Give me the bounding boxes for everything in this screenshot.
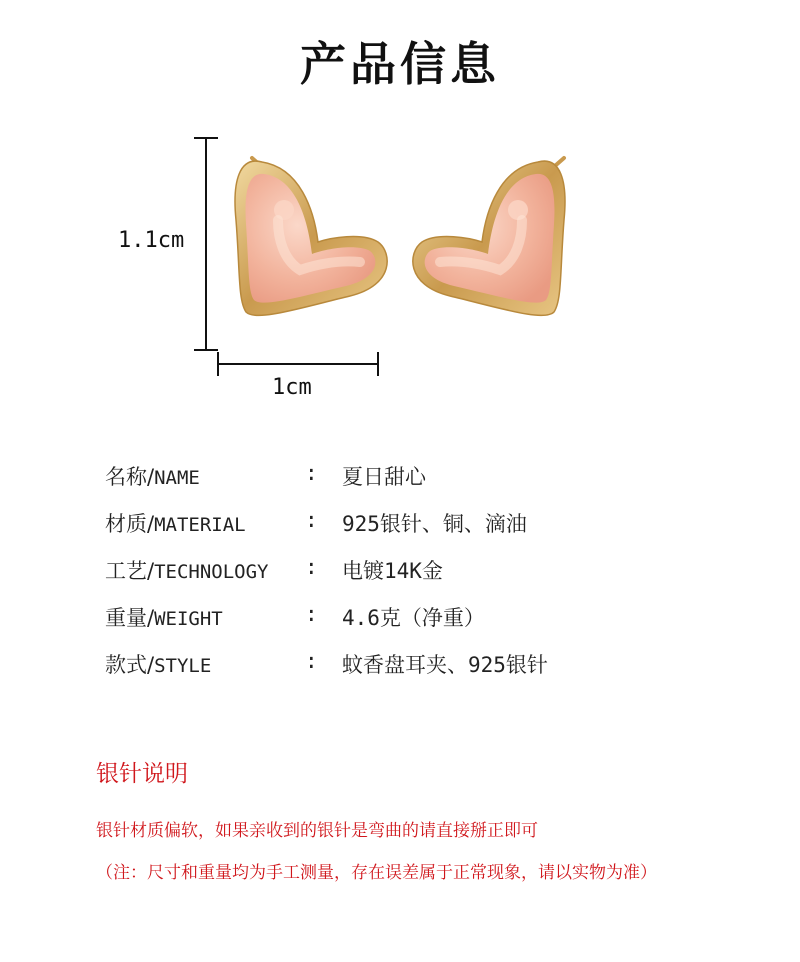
page-title: 产品信息 <box>300 37 500 91</box>
spec-colon: : <box>305 508 318 532</box>
spec-colon: : <box>305 461 318 485</box>
height-dimension-line <box>194 138 218 350</box>
note-line-pin: 银针材质偏软，如果亲收到的银针是弯曲的请直接掰正即可 <box>96 821 538 841</box>
spec-label: 名称/NAME <box>105 465 200 489</box>
spec-value: 夏日甜心 <box>342 465 426 489</box>
spec-colon: : <box>305 602 318 626</box>
spec-label: 材质/MATERIAL <box>105 512 246 536</box>
spec-row-name <box>105 455 745 502</box>
spec-value: 925银针、铜、滴油 <box>342 512 527 536</box>
spec-row-weight <box>105 596 745 643</box>
spec-colon: : <box>305 555 318 579</box>
left-heart-earring <box>235 158 387 315</box>
spec-label: 工艺/TECHNOLOGY <box>105 559 269 583</box>
height-label: 1.1cm <box>118 228 185 253</box>
spec-value: 蚊香盘耳夹、925银针 <box>342 653 548 677</box>
width-label: 1cm <box>272 375 312 400</box>
product-figure <box>0 120 800 390</box>
width-dimension-line <box>218 352 378 376</box>
spec-label: 重量/WEIGHT <box>105 606 223 630</box>
spec-colon: : <box>305 649 318 673</box>
spec-row-style <box>105 643 745 690</box>
right-heart-earring <box>413 158 565 315</box>
spec-value: 电镀14K金 <box>342 559 443 583</box>
note-heading: 银针说明 <box>96 761 188 787</box>
spec-value: 4.6克（净重） <box>342 606 485 630</box>
spec-row-technology <box>105 549 745 596</box>
note-line-measurement: （注：尺寸和重量均为手工测量，存在误差属于正常现象，请以实物为准） <box>96 863 657 883</box>
spec-label: 款式/STYLE <box>105 653 212 677</box>
spec-row-material <box>105 502 745 549</box>
spec-table <box>105 455 745 690</box>
